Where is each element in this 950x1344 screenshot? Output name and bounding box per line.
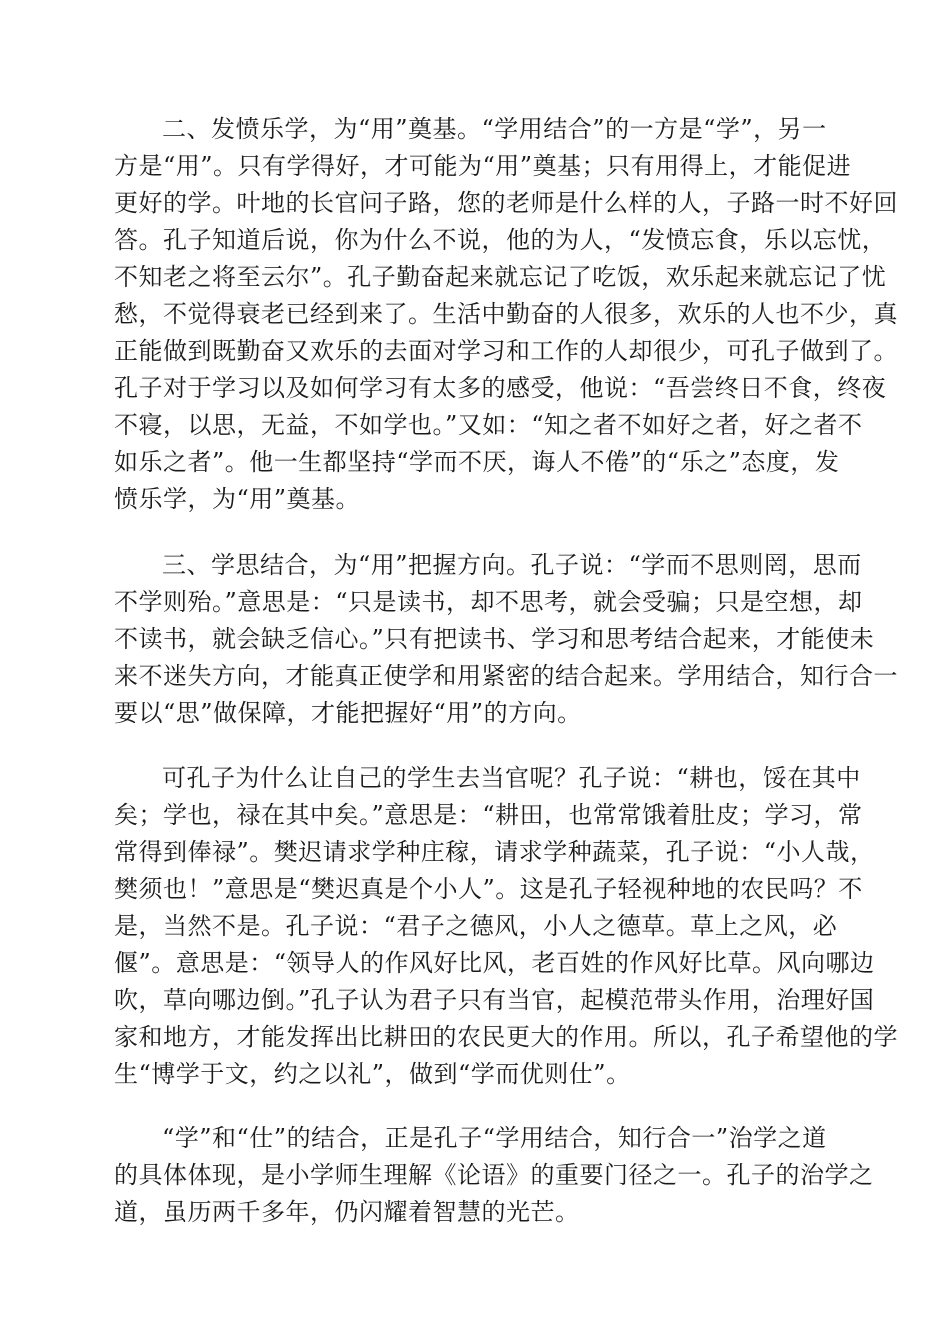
text-line: 来不迷失方向，才能真正使学和用紧密的结合起来。学用结合，知行合一 xyxy=(114,662,898,690)
text-line: 不知老之将至云尔”。孔子勤奋起来就忘记了吃饭，欢乐起来就忘记了忧 xyxy=(114,263,887,291)
text-line: 要以“思”做保障，才能把握好“用”的方向。 xyxy=(114,699,582,727)
text-line: 方是“用”。只有学得好，才可能为“用”奠基；只有用得上，才能促进 xyxy=(114,152,852,180)
text-line: 如乐之者”。他一生都坚持“学而不厌，诲人不倦”的“乐之”态度，发 xyxy=(114,448,840,476)
text-line: 家和地方，才能发挥出比耕田的农民更大的作用。所以，孔子希望他的学 xyxy=(114,1023,898,1051)
text-line: 不读书，就会缺乏信心。”只有把读书、学习和思考结合起来，才能使未 xyxy=(114,625,875,653)
text-line: 不寝，以思，无益，不如学也。”又如：“知之者不如好之者，好之者不 xyxy=(114,411,863,439)
text-line: 孔子对于学习以及如何学习有太多的感受，他说：“吾尝终日不食，终夜 xyxy=(114,374,887,402)
text-line: 可孔子为什么让自己的学生去当官呢？孔子说：“耕也，馁在其中 xyxy=(162,764,861,792)
text-line: 樊须也！”意思是“樊迟真是个小人”。这是孔子轻视种地的农民吗？不 xyxy=(114,875,863,903)
text-line: 正能做到既勤奋又欢乐的去面对学习和工作的人却很少，可孔子做到了。 xyxy=(114,337,898,365)
text-line: 常得到俸禄”。樊迟请求学种庄稼，请求学种蔬菜，孔子说：“小人哉， xyxy=(114,838,875,866)
text-line: 答。孔子知道后说，你为什么不说，他的为人，“发愤忘食，乐以忘忧， xyxy=(114,226,887,254)
text-line: 愤乐学，为“用”奠基。 xyxy=(114,485,361,513)
text-line: 生“博学于文，约之以礼”，做到“学而优则仕”。 xyxy=(114,1060,631,1088)
text-line: 吹，草向哪边倒。”孔子认为君子只有当官，起模范带头作用，治理好国 xyxy=(114,986,875,1014)
text-line: “学”和“仕”的结合，正是孔子“学用结合，知行合一”治学之道 xyxy=(162,1124,827,1152)
text-line: 二、发愤乐学，为“用”奠基。“学用结合”的一方是“学”，另一 xyxy=(162,115,827,143)
text-line: 道，虽历两千多年，仍闪耀着智慧的光芒。 xyxy=(114,1198,580,1226)
text-line: 的具体体现，是小学师生理解《论语》的重要门径之一。孔子的治学之 xyxy=(114,1161,874,1189)
text-line: 愁，不觉得衰老已经到来了。生活中勤奋的人很多，欢乐的人也不少，真 xyxy=(114,300,898,328)
text-line: 三、学思结合，为“用”把握方向。孔子说：“学而不思则罔，思而 xyxy=(162,551,862,579)
text-line: 偃”。意思是：“领导人的作风好比风，老百姓的作风好比草。风向哪边 xyxy=(114,949,875,977)
text-line: 更好的学。叶地的长官问子路，您的老师是什么样的人，子路一时不好回 xyxy=(114,189,898,217)
text-line: 不学则殆。”意思是：“只是读书，却不思考，就会受骗；只是空想，却 xyxy=(114,588,863,616)
text-line: 是，当然不是。孔子说：“君子之德风，小人之德草。草上之风，必 xyxy=(114,912,838,940)
text-line: 矣；学也，禄在其中矣。”意思是：“耕田，也常常饿着肚皮；学习，常 xyxy=(114,801,863,829)
